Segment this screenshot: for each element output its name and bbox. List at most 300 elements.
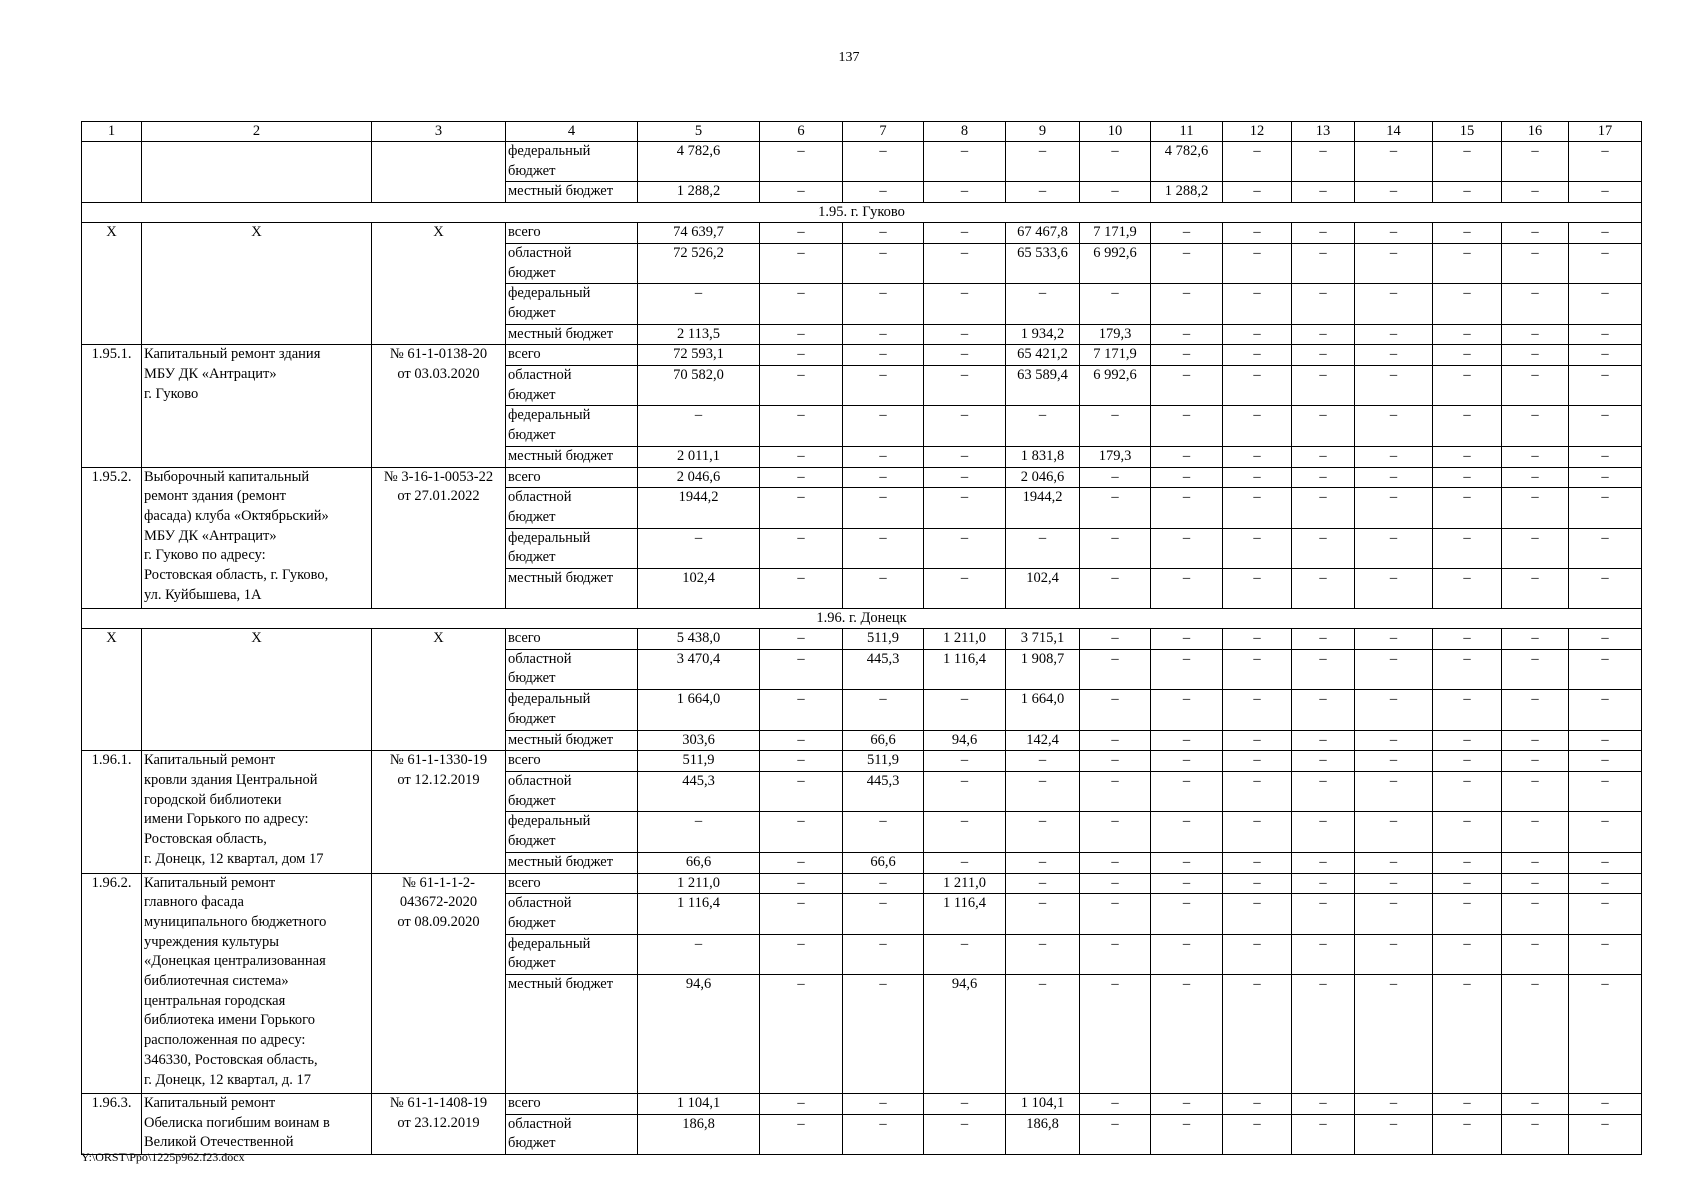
value-cell: –	[1502, 751, 1569, 772]
table-row	[82, 223, 1642, 244]
header-row	[82, 122, 1642, 142]
value-cell: –	[760, 934, 843, 974]
value-cell: –	[1223, 406, 1292, 446]
value-cell: –	[843, 446, 924, 467]
value-cell: –	[843, 223, 924, 244]
value-cell: –	[1006, 182, 1080, 203]
value-cell: –	[1223, 142, 1292, 182]
item-name: Капитальный ремонт здания МБУ ДК «Антрацит» г. Гуково	[142, 345, 372, 467]
value-cell: 1 934,2	[1006, 324, 1080, 345]
value-cell: –	[1151, 488, 1223, 528]
value-cell: –	[1355, 182, 1433, 203]
value-cell: –	[760, 366, 843, 406]
value-cell: 303,6	[638, 730, 760, 751]
value-cell: –	[1292, 366, 1355, 406]
value-cell: –	[1502, 852, 1569, 873]
value-cell: –	[1502, 1114, 1569, 1154]
value-cell: –	[1151, 975, 1223, 1094]
value-cell: –	[924, 1094, 1006, 1115]
value-cell: 2 113,5	[638, 324, 760, 345]
value-cell: 142,4	[1006, 730, 1080, 751]
funding-source: всего	[506, 751, 638, 772]
funding-source: федеральный бюджет	[506, 934, 638, 974]
value-cell: –	[1223, 446, 1292, 467]
value-cell: –	[1223, 1114, 1292, 1154]
funding-source: областной бюджет	[506, 366, 638, 406]
value-cell: –	[638, 284, 760, 324]
value-cell: –	[1080, 142, 1151, 182]
value-cell: 94,6	[638, 975, 760, 1094]
item-document: № 61-1-1-2- 043672-2020 от 08.09.2020	[372, 873, 506, 1094]
table-row	[82, 467, 1642, 488]
value-cell: –	[1151, 467, 1223, 488]
funding-source: местный бюджет	[506, 730, 638, 751]
value-cell: –	[760, 569, 843, 609]
value-cell: –	[1223, 569, 1292, 609]
value-cell: –	[1080, 934, 1151, 974]
value-cell: –	[1292, 873, 1355, 894]
value-cell: –	[924, 406, 1006, 446]
value-cell: –	[1223, 812, 1292, 852]
value-cell: –	[1223, 873, 1292, 894]
value-cell: –	[843, 488, 924, 528]
value-cell: –	[1080, 629, 1151, 650]
value-cell: –	[1223, 934, 1292, 974]
value-cell: 445,3	[843, 771, 924, 811]
value-cell: –	[1080, 1114, 1151, 1154]
value-cell: –	[843, 406, 924, 446]
value-cell: –	[843, 142, 924, 182]
value-cell: –	[1569, 467, 1642, 488]
value-cell: –	[1292, 467, 1355, 488]
value-cell: –	[1502, 771, 1569, 811]
funding-source: всего	[506, 873, 638, 894]
value-cell: 66,6	[638, 852, 760, 873]
value-cell: –	[924, 142, 1006, 182]
item-name	[142, 142, 372, 203]
value-cell: –	[638, 812, 760, 852]
value-cell: 179,3	[1080, 324, 1151, 345]
funding-source: федеральный бюджет	[506, 812, 638, 852]
value-cell: –	[1223, 345, 1292, 366]
value-cell: –	[1006, 894, 1080, 934]
table-row	[82, 873, 1642, 894]
value-cell: –	[924, 569, 1006, 609]
value-cell: 5 438,0	[638, 629, 760, 650]
value-cell: –	[760, 284, 843, 324]
value-cell: –	[1080, 975, 1151, 1094]
value-cell: –	[924, 446, 1006, 467]
value-cell: –	[1151, 528, 1223, 568]
item-document	[372, 142, 506, 203]
value-cell: 70 582,0	[638, 366, 760, 406]
item-name: X	[142, 629, 372, 751]
value-cell: –	[1292, 812, 1355, 852]
column-header: 4	[506, 122, 638, 142]
value-cell: –	[1569, 528, 1642, 568]
value-cell: –	[1569, 345, 1642, 366]
value-cell: –	[760, 1094, 843, 1115]
value-cell: –	[1569, 629, 1642, 650]
value-cell: –	[1292, 488, 1355, 528]
value-cell: 511,9	[843, 751, 924, 772]
value-cell: –	[1433, 730, 1502, 751]
value-cell: –	[1292, 345, 1355, 366]
value-cell: –	[1502, 894, 1569, 934]
value-cell: –	[1151, 569, 1223, 609]
value-cell: –	[1080, 569, 1151, 609]
value-cell: 2 011,1	[638, 446, 760, 467]
value-cell: –	[843, 467, 924, 488]
value-cell: –	[1355, 446, 1433, 467]
value-cell: –	[1433, 243, 1502, 283]
value-cell: –	[1292, 771, 1355, 811]
item-name: Капитальный ремонт главного фасада муниципального бюджетного учреждения культуры «Донецкая централизованная библиотечная система» центральная городская библиотека имени Горького расположенная по адресу: 346330, Ростовская область, г. Донецк, 12 квартал, д. 17	[142, 873, 372, 1094]
table-row	[82, 345, 1642, 366]
value-cell: –	[924, 690, 1006, 730]
value-cell: –	[1569, 812, 1642, 852]
value-cell: –	[1502, 873, 1569, 894]
item-name: Выборочный капитальный ремонт здания (ремонт фасада) клуба «Октябрьский» МБУ ДК «Антрацит» г. Гуково по адресу: Ростовская область, г. Гуково, ул. Куйбышева, 1А	[142, 467, 372, 609]
value-cell: –	[1569, 243, 1642, 283]
value-cell: –	[1569, 324, 1642, 345]
value-cell: –	[1502, 406, 1569, 446]
column-header: 13	[1292, 122, 1355, 142]
funding-source: областной бюджет	[506, 649, 638, 689]
value-cell: –	[1569, 649, 1642, 689]
value-cell: –	[1223, 366, 1292, 406]
value-cell: –	[843, 324, 924, 345]
section-row	[82, 203, 1642, 223]
item-name: X	[142, 223, 372, 345]
value-cell: 7 171,9	[1080, 223, 1151, 244]
value-cell: 1 211,0	[924, 629, 1006, 650]
value-cell: –	[1355, 345, 1433, 366]
value-cell: –	[1569, 406, 1642, 446]
value-cell: 72 593,1	[638, 345, 760, 366]
value-cell: –	[1292, 629, 1355, 650]
value-cell: –	[1355, 569, 1433, 609]
value-cell: –	[1006, 771, 1080, 811]
value-cell: –	[1433, 488, 1502, 528]
section-title: 1.95. г. Гуково	[82, 203, 1642, 223]
value-cell: –	[1569, 182, 1642, 203]
value-cell: –	[924, 182, 1006, 203]
value-cell: –	[1569, 446, 1642, 467]
value-cell: 7 171,9	[1080, 345, 1151, 366]
value-cell: –	[760, 528, 843, 568]
value-cell: –	[1006, 284, 1080, 324]
item-number: 1.95.1.	[82, 345, 142, 467]
value-cell: –	[1569, 934, 1642, 974]
item-document: № 61-1-1330-19 от 12.12.2019	[372, 751, 506, 873]
funding-source: всего	[506, 467, 638, 488]
value-cell: –	[1292, 751, 1355, 772]
value-cell: –	[1355, 812, 1433, 852]
value-cell: 3 470,4	[638, 649, 760, 689]
value-cell: –	[1502, 345, 1569, 366]
value-cell: –	[1433, 771, 1502, 811]
value-cell: –	[1223, 528, 1292, 568]
funding-source: всего	[506, 1094, 638, 1115]
funding-source: областной бюджет	[506, 243, 638, 283]
value-cell: –	[1433, 446, 1502, 467]
value-cell: –	[1080, 812, 1151, 852]
value-cell: –	[1151, 243, 1223, 283]
item-number: 1.96.2.	[82, 873, 142, 1094]
value-cell: 445,3	[843, 649, 924, 689]
value-cell: –	[1502, 243, 1569, 283]
value-cell: –	[1151, 366, 1223, 406]
value-cell: 186,8	[638, 1114, 760, 1154]
column-header: 1	[82, 122, 142, 142]
value-cell: –	[1502, 1094, 1569, 1115]
value-cell: –	[843, 366, 924, 406]
value-cell: –	[1006, 975, 1080, 1094]
value-cell: –	[1151, 446, 1223, 467]
value-cell: –	[1433, 467, 1502, 488]
value-cell: –	[1502, 223, 1569, 244]
value-cell: –	[1080, 406, 1151, 446]
value-cell: –	[1292, 324, 1355, 345]
value-cell: –	[1502, 528, 1569, 568]
value-cell: –	[1151, 873, 1223, 894]
table-row	[82, 629, 1642, 650]
value-cell: –	[1433, 345, 1502, 366]
value-cell: –	[1151, 730, 1223, 751]
value-cell: 1 288,2	[638, 182, 760, 203]
funding-source: областной бюджет	[506, 771, 638, 811]
value-cell: –	[1355, 690, 1433, 730]
value-cell: –	[1223, 852, 1292, 873]
funding-source: федеральный бюджет	[506, 528, 638, 568]
value-cell: 1944,2	[1006, 488, 1080, 528]
value-cell: –	[1569, 751, 1642, 772]
value-cell: –	[1569, 894, 1642, 934]
value-cell: –	[1355, 284, 1433, 324]
value-cell: –	[1151, 771, 1223, 811]
item-document: X	[372, 223, 506, 345]
value-cell: –	[760, 852, 843, 873]
value-cell: –	[1433, 1114, 1502, 1154]
page-number: 137	[838, 50, 860, 65]
value-cell: –	[1569, 690, 1642, 730]
value-cell: –	[1502, 366, 1569, 406]
value-cell: –	[1433, 223, 1502, 244]
column-header: 11	[1151, 122, 1223, 142]
value-cell: –	[843, 1094, 924, 1115]
value-cell: –	[1433, 894, 1502, 934]
value-cell: –	[1292, 528, 1355, 568]
value-cell: –	[1292, 1114, 1355, 1154]
value-cell: 4 782,6	[1151, 142, 1223, 182]
value-cell: –	[1292, 142, 1355, 182]
column-header: 3	[372, 122, 506, 142]
value-cell: –	[1355, 934, 1433, 974]
value-cell: –	[843, 284, 924, 324]
value-cell: –	[760, 730, 843, 751]
value-cell: –	[1569, 873, 1642, 894]
value-cell: –	[1433, 873, 1502, 894]
value-cell: 94,6	[924, 730, 1006, 751]
item-number: 1.96.1.	[82, 751, 142, 873]
value-cell: –	[1223, 284, 1292, 324]
value-cell: –	[1292, 446, 1355, 467]
value-cell: –	[760, 649, 843, 689]
value-cell: –	[1569, 730, 1642, 751]
value-cell: –	[1355, 366, 1433, 406]
item-number	[82, 142, 142, 203]
value-cell: –	[1502, 975, 1569, 1094]
value-cell: –	[760, 446, 843, 467]
value-cell: 511,9	[843, 629, 924, 650]
value-cell: 1 104,1	[1006, 1094, 1080, 1115]
value-cell: 2 046,6	[1006, 467, 1080, 488]
value-cell: –	[843, 569, 924, 609]
value-cell: –	[843, 345, 924, 366]
value-cell: 2 046,6	[638, 467, 760, 488]
value-cell: –	[1223, 649, 1292, 689]
value-cell: –	[1355, 243, 1433, 283]
value-cell: 1 211,0	[638, 873, 760, 894]
value-cell: –	[760, 223, 843, 244]
value-cell: –	[1433, 649, 1502, 689]
value-cell: –	[843, 894, 924, 934]
funding-source: всего	[506, 223, 638, 244]
value-cell: –	[1355, 873, 1433, 894]
value-cell: –	[1569, 1114, 1642, 1154]
funding-source: федеральный бюджет	[506, 284, 638, 324]
value-cell: –	[1151, 934, 1223, 974]
value-cell: –	[1151, 406, 1223, 446]
item-document: № 61-1-1408-19 от 23.12.2019	[372, 1094, 506, 1155]
budget-table	[81, 121, 1642, 1155]
value-cell: –	[760, 467, 843, 488]
value-cell: –	[1223, 223, 1292, 244]
funding-source: местный бюджет	[506, 324, 638, 345]
value-cell: –	[1355, 1114, 1433, 1154]
column-header: 5	[638, 122, 760, 142]
value-cell: –	[1569, 488, 1642, 528]
value-cell: 1 116,4	[924, 894, 1006, 934]
value-cell: –	[1080, 751, 1151, 772]
value-cell: 4 782,6	[638, 142, 760, 182]
value-cell: –	[1569, 569, 1642, 609]
value-cell: –	[1292, 406, 1355, 446]
value-cell: –	[1080, 284, 1151, 324]
value-cell: –	[1080, 528, 1151, 568]
value-cell: –	[1151, 690, 1223, 730]
value-cell: –	[1080, 488, 1151, 528]
value-cell: –	[1433, 934, 1502, 974]
column-header: 8	[924, 122, 1006, 142]
footer-file-path: Y:\ORST\Ppo\1225p962.f23.docx	[81, 1150, 245, 1164]
column-header: 16	[1502, 122, 1569, 142]
value-cell: –	[1292, 223, 1355, 244]
value-cell: –	[924, 934, 1006, 974]
item-document: № 61-1-0138-20 от 03.03.2020	[372, 345, 506, 467]
value-cell: –	[1006, 751, 1080, 772]
value-cell: –	[1502, 649, 1569, 689]
value-cell: –	[1355, 324, 1433, 345]
value-cell: –	[924, 243, 1006, 283]
value-cell: 179,3	[1080, 446, 1151, 467]
funding-source: областной бюджет	[506, 1114, 638, 1154]
value-cell: 102,4	[1006, 569, 1080, 609]
value-cell: –	[843, 934, 924, 974]
table-row	[82, 751, 1642, 772]
value-cell: 1 664,0	[1006, 690, 1080, 730]
value-cell: –	[760, 629, 843, 650]
value-cell: –	[1502, 690, 1569, 730]
value-cell: –	[1223, 771, 1292, 811]
value-cell: –	[1006, 934, 1080, 974]
value-cell: –	[760, 182, 843, 203]
value-cell: –	[1151, 324, 1223, 345]
value-cell: –	[924, 324, 1006, 345]
value-cell: –	[1006, 406, 1080, 446]
value-cell: 66,6	[843, 852, 924, 873]
value-cell: –	[1502, 488, 1569, 528]
value-cell: 72 526,2	[638, 243, 760, 283]
value-cell: 74 639,7	[638, 223, 760, 244]
funding-source: всего	[506, 345, 638, 366]
value-cell: –	[1433, 142, 1502, 182]
value-cell: –	[1355, 771, 1433, 811]
value-cell: –	[1502, 730, 1569, 751]
value-cell: –	[1433, 324, 1502, 345]
value-cell: –	[638, 406, 760, 446]
value-cell: –	[760, 894, 843, 934]
value-cell: –	[1292, 182, 1355, 203]
value-cell: –	[1355, 223, 1433, 244]
value-cell: –	[1151, 345, 1223, 366]
value-cell: –	[1355, 629, 1433, 650]
value-cell: 63 589,4	[1006, 366, 1080, 406]
value-cell: –	[1151, 852, 1223, 873]
funding-source: федеральный бюджет	[506, 142, 638, 182]
value-cell: –	[924, 366, 1006, 406]
value-cell: –	[1355, 142, 1433, 182]
item-number: 1.95.2.	[82, 467, 142, 609]
value-cell: –	[924, 528, 1006, 568]
value-cell: –	[760, 243, 843, 283]
value-cell: –	[1569, 1094, 1642, 1115]
value-cell: –	[1080, 1094, 1151, 1115]
value-cell: –	[1223, 243, 1292, 283]
column-header: 6	[760, 122, 843, 142]
value-cell: –	[1223, 629, 1292, 650]
value-cell: –	[1080, 182, 1151, 203]
value-cell: 67 467,8	[1006, 223, 1080, 244]
table-row	[82, 1094, 1642, 1115]
funding-source: местный бюджет	[506, 852, 638, 873]
value-cell: 94,6	[924, 975, 1006, 1094]
funding-source: федеральный бюджет	[506, 690, 638, 730]
value-cell: –	[1502, 324, 1569, 345]
item-name: Капитальный ремонт кровли здания Центральной городской библиотеки имени Горького по адресу: Ростовская область, г. Донецк, 12 квартал, дом 17	[142, 751, 372, 873]
value-cell: –	[760, 751, 843, 772]
value-cell: –	[760, 488, 843, 528]
value-cell: –	[1006, 812, 1080, 852]
value-cell: –	[924, 345, 1006, 366]
value-cell: –	[1433, 852, 1502, 873]
value-cell: –	[760, 873, 843, 894]
value-cell: –	[1433, 528, 1502, 568]
value-cell: –	[1433, 975, 1502, 1094]
funding-source: областной бюджет	[506, 894, 638, 934]
value-cell: 186,8	[1006, 1114, 1080, 1154]
